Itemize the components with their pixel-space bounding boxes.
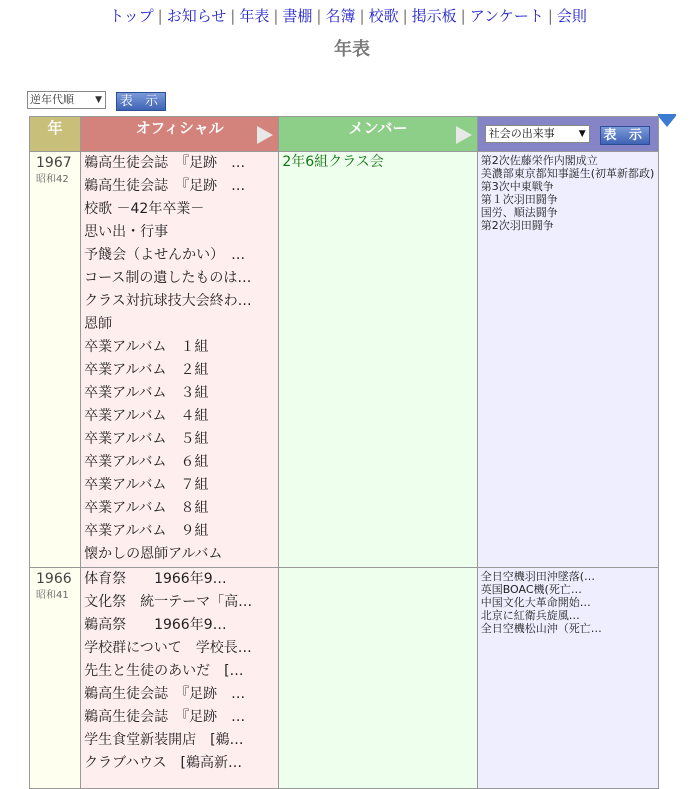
table-header-row [30, 117, 659, 152]
official-link[interactable]: 鵜高祭 1966年9… [84, 617, 227, 633]
world-show-button[interactable]: 表 示 [600, 126, 650, 145]
header-year: 年 [30, 117, 81, 152]
official-link[interactable]: クラブハウス [鵜高新… [84, 755, 242, 771]
world-event-link[interactable]: 美濃部東京都知事誕生(初革新都政) [480, 167, 655, 180]
table-row-1967 [30, 152, 659, 568]
dropdown-arrow-icon: ▼ [578, 129, 586, 139]
nav-separator: | [157, 7, 163, 25]
world-events-cell [477, 152, 658, 568]
member-cell [279, 152, 477, 568]
official-link[interactable]: 卒業アルバム ９組 [84, 523, 209, 539]
official-cell [81, 568, 279, 789]
world-event-link[interactable]: 第2次羽田闘争 [480, 219, 554, 232]
world-events-list [478, 152, 658, 232]
official-link[interactable]: 鵜高生徒会誌 『足跡 … [84, 686, 246, 702]
member-cell [279, 568, 477, 789]
official-link[interactable]: コース制の遺したものは… [84, 270, 252, 286]
official-link[interactable]: 校歌 －42年卒業－ [84, 201, 205, 217]
world-event-link[interactable]: 中国文化大革命開始… [480, 596, 591, 609]
official-link[interactable]: 卒業アルバム ３組 [84, 385, 209, 401]
nav-separator: | [273, 7, 279, 25]
nav-chronology[interactable]: 年表 [239, 7, 270, 25]
nav-separator: | [402, 7, 408, 25]
year-cell [30, 152, 81, 568]
world-event-link[interactable]: 全日空機松山沖（死亡… [480, 622, 602, 635]
header-member[interactable] [279, 117, 477, 152]
nav-separator: | [460, 7, 466, 25]
official-link[interactable]: 鵜高生徒会誌 『足跡 … [84, 709, 246, 725]
header-world-events [477, 117, 658, 152]
nav-bulletin-board[interactable]: 掲示板 [411, 7, 457, 25]
world-event-link[interactable]: 第2次佐藤栄作内閣成立 [480, 154, 598, 167]
nav-separator: | [316, 7, 322, 25]
world-event-link[interactable]: 英国BOAC機(死亡… [480, 583, 582, 596]
world-events-list [478, 568, 658, 635]
world-event-link[interactable]: 第3次中東戦争 [480, 180, 554, 193]
nav-separator: | [359, 7, 365, 25]
sort-order-select[interactable] [27, 91, 106, 109]
official-link[interactable]: 予餞会（よせんかい） … [84, 247, 246, 263]
page-title: 年表 [334, 39, 370, 60]
official-link[interactable]: 懐かしの恩師アルバム [84, 546, 223, 562]
top-navigation [0, 5, 696, 26]
nav-news[interactable]: お知らせ [166, 7, 227, 25]
official-link[interactable]: 卒業アルバム １組 [84, 339, 209, 355]
official-link[interactable]: 学生食堂新装開店 [鵜… [84, 732, 244, 748]
official-link[interactable]: 卒業アルバム ５組 [84, 431, 209, 447]
nav-bookshelf[interactable]: 書棚 [282, 7, 313, 25]
official-link[interactable]: 卒業アルバム ４組 [84, 408, 209, 424]
header-official-label: オフィシャル [135, 119, 224, 137]
nav-top[interactable]: トップ [109, 7, 154, 25]
header-member-label: メンバー [348, 119, 408, 137]
expand-triangle-icon[interactable] [456, 126, 472, 144]
official-link[interactable]: 恩師 [84, 316, 113, 332]
world-events-select[interactable] [485, 125, 590, 143]
official-cell [81, 152, 279, 568]
header-official[interactable] [81, 117, 279, 152]
world-event-link[interactable]: 第１次羽田闘争 [480, 193, 558, 206]
table-row-1966 [30, 568, 659, 789]
official-link[interactable]: クラス対抗球技大会終わ… [84, 293, 252, 309]
official-link[interactable]: 卒業アルバム ６組 [84, 454, 209, 470]
world-events-cell [477, 568, 658, 789]
show-button[interactable]: 表 示 [116, 92, 166, 111]
nav-separator: | [547, 7, 553, 25]
year-cell [30, 568, 81, 789]
year-value: 1967 [36, 155, 72, 171]
world-event-link[interactable]: 全日空機羽田沖墜落(… [480, 570, 595, 583]
world-event-link[interactable]: 国労、順法闘争 [480, 206, 558, 219]
official-link[interactable]: 鵜高生徒会誌 『足跡 … [84, 178, 246, 194]
official-link[interactable]: 思い出・行事 [84, 224, 169, 240]
official-link[interactable]: 学校群について 学校長… [84, 640, 252, 656]
nav-school-song[interactable]: 校歌 [368, 7, 399, 25]
scroll-down-icon[interactable] [658, 116, 676, 127]
nav-roster[interactable]: 名簿 [325, 7, 356, 25]
official-link[interactable]: 卒業アルバム ２組 [84, 362, 209, 378]
official-link[interactable]: 卒業アルバム ７組 [84, 477, 209, 493]
dropdown-arrow-icon: ▼ [95, 95, 102, 105]
chronology-table [29, 116, 659, 789]
official-link[interactable]: 先生と生徒のあいだ [… [84, 663, 244, 679]
era-value: 昭和42 [36, 174, 69, 185]
sort-order-value: 逆年代順 [30, 93, 74, 106]
nav-survey[interactable]: アンケート [469, 7, 544, 25]
nav-rules[interactable]: 会則 [556, 7, 587, 25]
expand-triangle-icon[interactable] [257, 126, 273, 144]
world-events-select-value: 社会の出来事 [488, 127, 555, 140]
world-event-link[interactable]: 北京に紅衛兵旋風… [480, 609, 580, 622]
nav-separator: | [230, 7, 236, 25]
member-link[interactable]: 2年6組クラス会 [282, 154, 384, 170]
official-link[interactable]: 卒業アルバム ８組 [84, 500, 209, 516]
official-link[interactable]: 体育祭 1966年9… [84, 571, 227, 587]
year-value: 1966 [36, 571, 72, 587]
official-link[interactable]: 文化祭 統一テーマ「高… [84, 594, 253, 610]
era-value: 昭和41 [36, 590, 69, 601]
official-link[interactable]: 鵜高生徒会誌 『足跡 … [84, 155, 246, 171]
